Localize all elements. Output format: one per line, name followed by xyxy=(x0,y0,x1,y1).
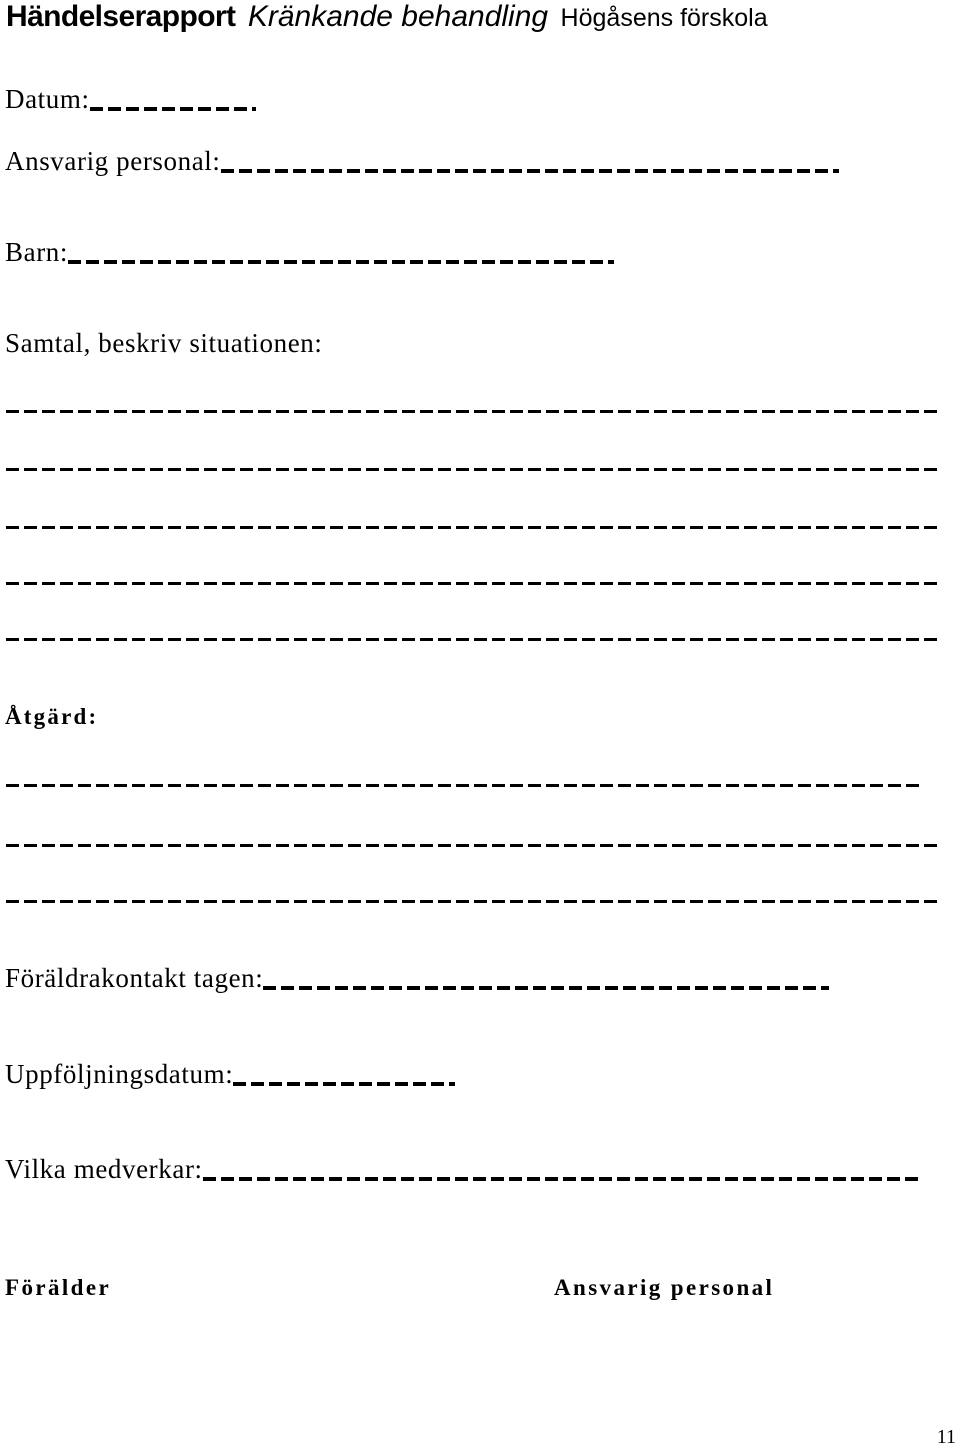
atgard-line-1[interactable] xyxy=(6,784,922,787)
atgard-line-3[interactable] xyxy=(6,900,942,903)
report-subtitle: Kränkande behandling xyxy=(247,0,549,33)
samtal-line-5[interactable] xyxy=(6,638,942,641)
foraldrakontakt-label: Föräldrakontakt tagen: xyxy=(5,963,264,993)
samtal-line-3[interactable] xyxy=(6,526,942,529)
samtal-line-2[interactable] xyxy=(6,468,942,471)
foraldrakontakt-field xyxy=(5,963,829,993)
samtal-line-4[interactable] xyxy=(6,582,942,585)
barn-field xyxy=(5,237,614,267)
samtal-line-1[interactable] xyxy=(6,410,942,413)
vilka-medverkar-label: Vilka medverkar: xyxy=(5,1154,203,1184)
atgard-heading: Åtgärd: xyxy=(5,704,99,729)
samtal-label: Samtal, beskriv situationen: xyxy=(5,328,323,358)
datum-label: Datum: xyxy=(5,84,90,114)
barn-label: Barn: xyxy=(5,237,68,267)
vilka-medverkar-blank[interactable] xyxy=(203,1177,919,1181)
ansvarig-personal-field xyxy=(5,146,839,176)
signature-ansvarig-personal: Ansvarig personal xyxy=(554,1275,775,1300)
barn-blank[interactable] xyxy=(68,260,614,264)
samtal-field xyxy=(5,328,323,358)
page-number: 11 xyxy=(936,1426,956,1448)
foraldrakontakt-blank[interactable] xyxy=(263,986,829,990)
uppfoljningsdatum-field xyxy=(5,1059,455,1089)
report-title: Händelserapport xyxy=(6,0,236,33)
ansvarig-personal-label: Ansvarig personal: xyxy=(5,146,221,176)
vilka-medverkar-field xyxy=(5,1154,919,1184)
signature-foralder: Förälder xyxy=(5,1275,112,1300)
datum-field xyxy=(5,84,256,114)
ansvarig-personal-blank[interactable] xyxy=(221,169,839,173)
uppfoljningsdatum-label: Uppföljningsdatum: xyxy=(5,1059,234,1089)
atgard-line-2[interactable] xyxy=(6,844,942,847)
uppfoljningsdatum-blank[interactable] xyxy=(233,1082,455,1086)
report-header xyxy=(6,0,768,34)
school-name: Högåsens förskola xyxy=(560,4,768,32)
datum-blank[interactable] xyxy=(90,107,256,111)
